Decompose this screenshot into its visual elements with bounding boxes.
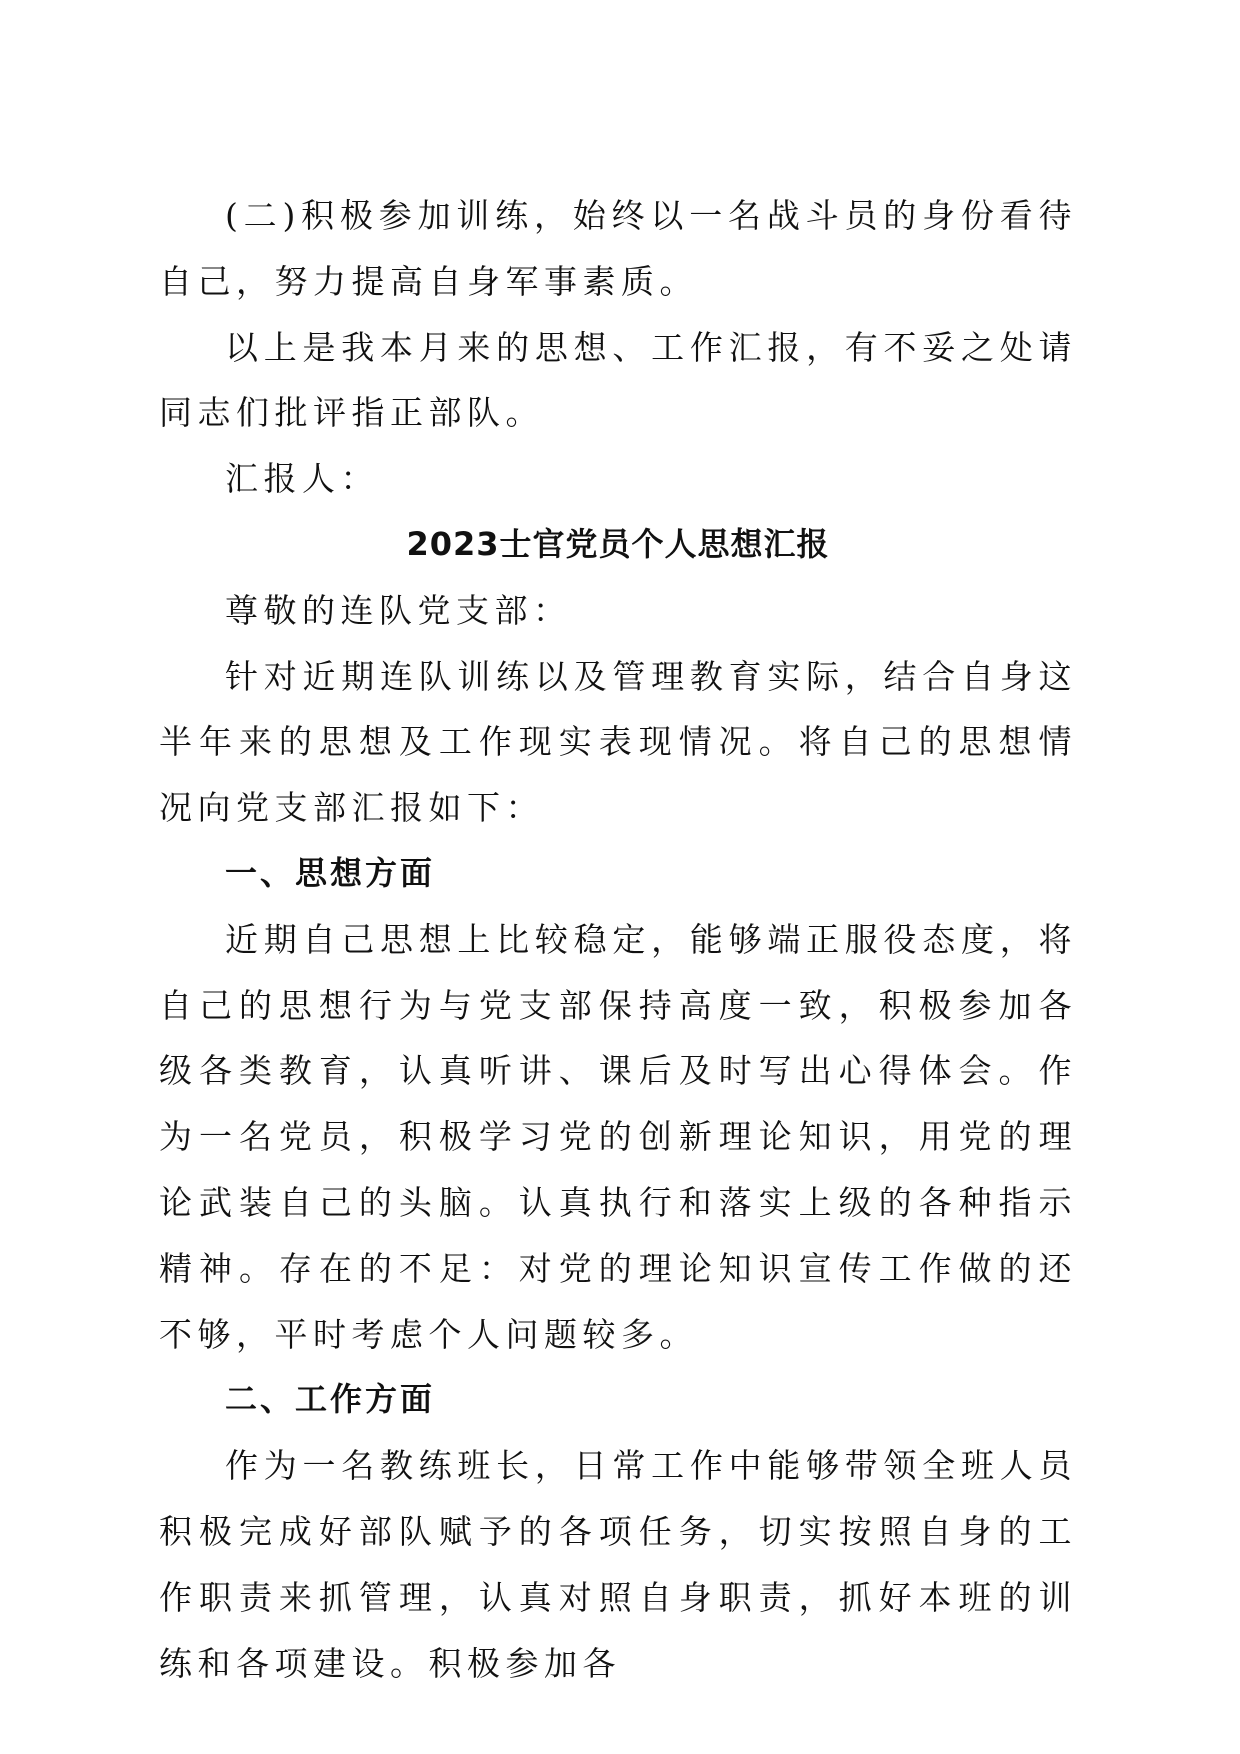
document-body (159, 183, 1077, 1696)
paragraph-intro: 针对近期连队训练以及管理教育实际，结合自身这半年来的思想及工作现实表现情况。将自己的思想情况向党支部汇报如下： (159, 656, 1077, 828)
paragraph-thought: 近期自己思想上比较稳定，能够端正服役态度，将自己的思想行为与党支部保持高度一致，积极参加各级各类教育，认真听讲、课后及时写出心得体会。作为一名党员，积极学习党的创新理论知识，用党的理论武装自己的头脑。认真执行和落实上级的各种指示精神。存在的不足：对党的理论知识宣传工作做的还不够，平时考虑个人问题较多。 (159, 919, 1077, 1354)
section-heading-thought: 一、思想方面 (225, 853, 436, 892)
paragraph-closing: 以上是我本月来的思想、工作汇报，有不妥之处请同志们批评指正部队。 (159, 327, 1077, 433)
paragraph-training: (二)积极参加训练，始终以一名战斗员的身份看待自己，努力提高自身军事素质。 (159, 196, 1077, 301)
document-title: 2023士官党员个人思想汇报 (406, 524, 830, 563)
paragraph-reporter: 汇报人： (225, 459, 379, 499)
section-heading-work: 二、工作方面 (225, 1380, 436, 1419)
salutation: 尊敬的连队党支部： (225, 590, 572, 630)
paragraph-work: 作为一名教练班长，日常工作中能够带领全班人员积极完成好部队赋予的各项任务，切实按照自身的工作职责来抓管理，认真对照自身职责，抓好本班的训练和各项建设。积极参加各 (159, 1446, 1077, 1683)
